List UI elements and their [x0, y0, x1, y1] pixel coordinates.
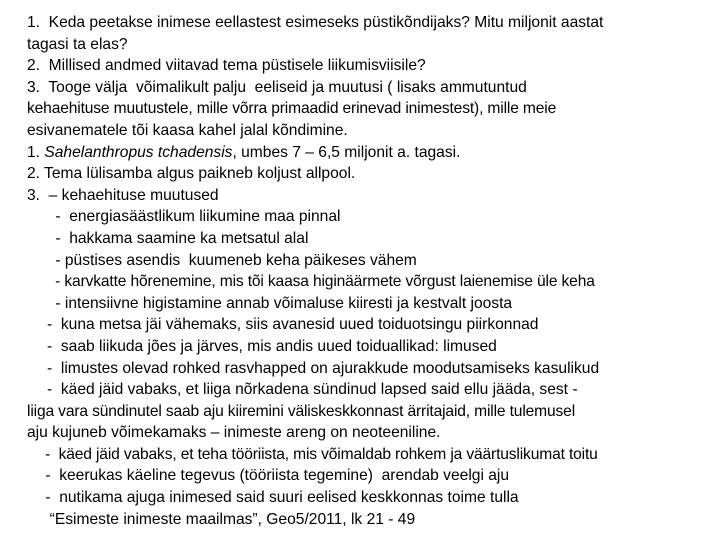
slide-text-block	[27, 12, 717, 530]
answer-1-number: 1.	[27, 143, 45, 161]
source-citation: “Esimeste inimeste maailmas”, Geo5/2011, lk 21 - 49	[41, 510, 416, 528]
list-item: - püstises asendis kuumeneb keha päikeses vähem	[51, 251, 417, 269]
list-item: - saab liikuda jões ja järves, mis andis uued toiduallikad: limused	[47, 337, 497, 355]
question-3-line-2: kehaehituse muutustele, mille võrra primaadid erinevad inimestest), mille meie	[27, 100, 557, 118]
answer-1-rest: , umbes 7 – 6,5 miljonit a. tagasi.	[232, 143, 461, 161]
list-item: - nutikama ajuga inimesed said suuri eelised keskkonnas toime tulla	[41, 489, 519, 507]
list-item: - käed jäid vabaks, et liiga nõrkadena sündinud lapsed said ellu jääda, sest -	[47, 381, 578, 399]
answer-3-heading: 3. – kehaehituse muutused	[27, 186, 219, 204]
list-item: - karvkatte hõrenemine, mis tõi kaasa higinäärmete võrgust laienemise üle keha	[51, 273, 595, 291]
list-item: - kuna metsa jäi vähemaks, siis avanesid uued toiduotsingu piirkonnad	[47, 316, 539, 334]
question-1-line-2: tagasi ta elas?	[27, 35, 128, 53]
answer-2: 2. Tema lülisamba algus paikneb koljust allpool.	[27, 165, 356, 183]
answer-1	[27, 142, 717, 164]
list-item: - keerukas käeline tegevus (tööriista tegemine) arendab veelgi aju	[41, 467, 510, 485]
list-item: - energiasäästlikum liikumine maa pinnal	[51, 208, 341, 226]
list-item: - intensiivne higistamine annab võimaluse kiiresti ja kestvalt joosta	[51, 294, 513, 312]
question-3-line-3: esivanematele tõi kaasa kahel jalal kõndimine.	[27, 121, 348, 139]
question-3-line-1: 3. Tooge välja võimalikult palju eeliseid ja muutusi ( lisaks ammutuntud	[27, 78, 527, 96]
question-2: 2. Millised andmed viitavad tema püstisele liikumisviisile?	[27, 57, 426, 75]
list-item: - hakkama saamine ka metsatul alal	[51, 229, 309, 247]
species-name: Sahelanthropus tchadensis	[44, 143, 233, 161]
list-item: - limustes olevad rohked rasvhapped on ajurakkude moodutsamiseks kasulikud	[47, 359, 600, 377]
list-item: - käed jäid vabaks, et teha tööriista, mis võimaldab rohkem ja väärtuslikumat toitu	[41, 445, 598, 463]
question-1-line-1: 1. Keda peetakse inimese eellastest esimeseks püstikõndijaks? Mitu miljonit aastat	[27, 14, 604, 31]
list-item-continuation: aju kujuneb võimekamaks – inimeste areng on neoteeniline.	[27, 424, 441, 442]
list-item-continuation: liiga vara sündinutel saab aju kiiremini väliskeskkonnast ärritajaid, mille tulemusel	[27, 402, 576, 420]
